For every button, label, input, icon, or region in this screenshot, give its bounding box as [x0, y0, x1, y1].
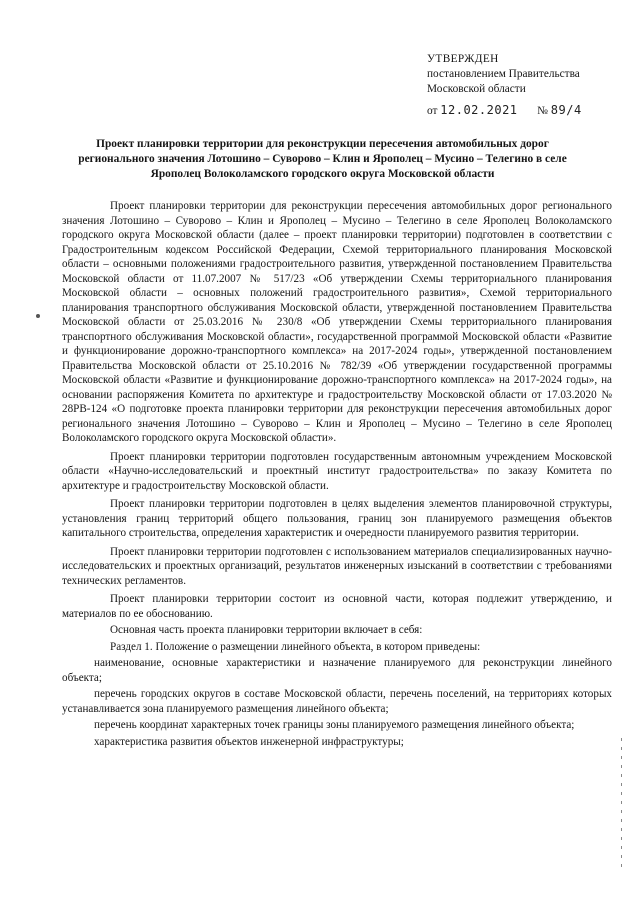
scan-speck — [36, 314, 40, 318]
approval-line-2: Московской области — [427, 83, 526, 95]
approved-heading: УТВЕРЖДЕН — [427, 53, 499, 65]
number-label: № — [537, 105, 548, 117]
from-label: от — [427, 105, 438, 117]
list-item: наименование, основные характеристики и назначение планируемого для реконструкции линейного объекта; — [62, 657, 612, 684]
paragraph: Проект планировки территории состоит из основной части, которая подлежит утверждению, и материалов по ее обоснованию. — [62, 593, 612, 620]
paragraph: Проект планировки территории подготовлен с использованием материалов специализированных научно-исследовательских и проектных организаций, результатов инженерных изысканий в соответствии с требованиями технических регламентов. — [62, 545, 612, 587]
document-title: Проект планировки территории для реконструкции пересечения автомобильных дорог регионального значения Лотошино – Суворово – Клин и Ярополец – Мусино – Телегино в селе Ярополец Волоколамского городского округа Московской области — [78, 138, 567, 180]
scan-edge-mark — [621, 738, 622, 868]
paragraph: Проект планировки территории подготовлен государственным автономным учреждением Московской области «Научно-исследовательский и проектный институт градостроительства» по заказу Комитета по архитектуре и градостроительству Московской области. — [62, 450, 612, 492]
paragraph: Проект планировки территории подготовлен в целях выделения элементов планировочной структуры, установления границ территорий общего пользования, границ зон планируемого размещения объектов капитального строительства, определения характеристик и очередности планируемого развития территории. — [62, 498, 612, 539]
approval-stamp — [427, 52, 627, 119]
paragraph: Основная часть проекта планировки территории включает в себя: — [110, 624, 423, 636]
paragraph: Раздел 1. Положение о размещении линейного объекта, в котором приведены: — [110, 640, 481, 653]
approval-date-line — [427, 103, 627, 119]
list-item: характеристика развития объектов инженерной инфраструктуры; — [94, 735, 404, 748]
approval-number: 89/4 — [550, 103, 582, 117]
approval-line-1: постановлением Правительства — [427, 68, 580, 80]
approval-date: 12.02.2021 — [440, 103, 518, 117]
list-item: перечень координат характерных точек границы зоны планируемого размещения линейного объекта; — [94, 719, 575, 731]
paragraph: Проект планировки территории для реконструкции пересечения автомобильных дорог регионального значения Лотошино – Суворово – Клин и Ярополец – Мусино – Телегино в селе Ярополец Волоколамского городского округа Московской области (далее – проект планировки территории) подготовлен в соответствии с Градостроительным кодексом Российской Федерации, Схемой территориального планирования Московской области – основными положениями градостроительного развития, утвержденной постановлением Правительства Московской области от 11.07.2007 № 517/23 «Об утверждении Схемы территориального планирования Московской области – основных положений градостроительного развития», Схемой территориального планирования транспортного обслуживания Московской области, утвержденной постановлением Правительства Московской области от 25.03.2016 № 230/8 «Об утверждении Схемы территориального планирования транспортного обслуживания Московской области», государственной программой Московской области «Развитие и функционирование дорожно-транспортного комплекса» на 2017-2024 годы», утвержденной постановлением Правительства Московской области от 25.10.2016 № 782/39 «Об утверждении государственной программы Московской области «Развитие и функционирование дорожно-транспортного комплекса» на 2017-2024 годы», на основании распоряжения Комитета по архитектуре и градостроительству Московской области от 17.03.2020 № 28РВ-124 «О подготовке проекта планировки территории для реконструкции пересечения автомобильных дорог регионального значения Лотошино – Суворово – Клин и Ярополец – Мусино – Телегино в селе Ярополец Волоколамского городского округа Московской области». — [62, 200, 612, 444]
document-body — [62, 199, 612, 751]
list-item: перечень городских округов в составе Московской области, перечень поселений, на территориях которых устанавливается зона планируемого размещения линейного объекта; — [62, 688, 612, 715]
